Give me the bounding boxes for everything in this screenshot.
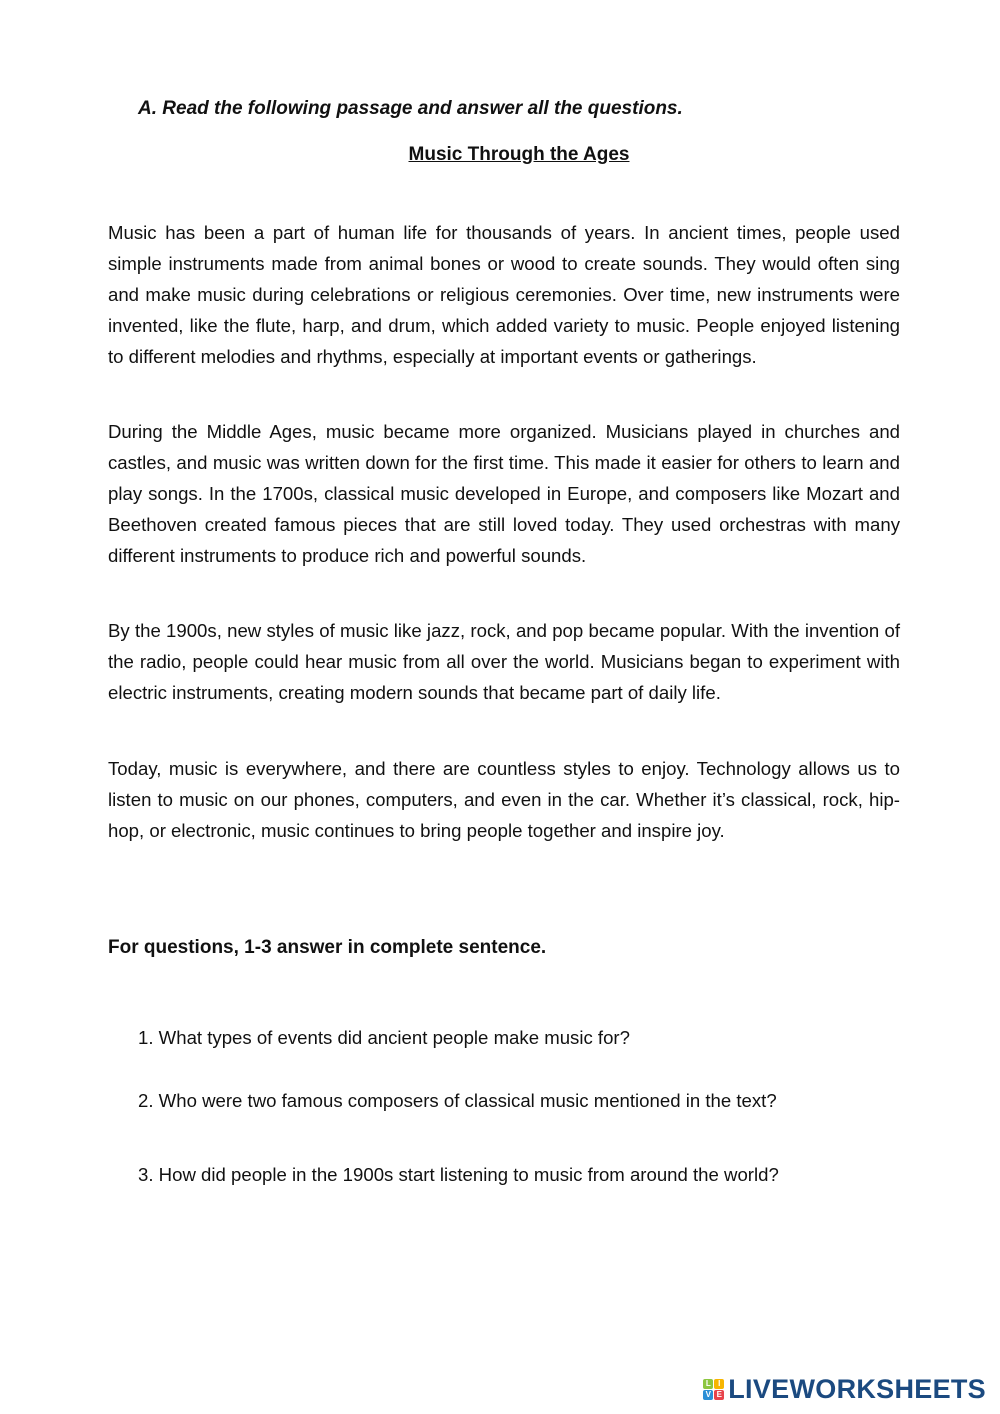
logo-icon: L I V E bbox=[703, 1379, 724, 1400]
passage-paragraph: Music has been a part of human life for thousands of years. In ancient times, people used simple instruments made from animal bones or wood to create sounds. They would often sing and make music during celebrations or religious ceremonies. Over time, new instruments were invented, like the flute, harp, and drum, which added variety to music. People enjoyed listening to different melodies and rhythms, especially at important events or gatherings. bbox=[108, 222, 900, 367]
logo-text: LIVEWORKSHEETS bbox=[728, 1374, 986, 1404]
passage-paragraph: During the Middle Ages, music became more organized. Musicians played in churches and castles, and music was written down for the first time. This made it easier for others to learn and play songs. In the 1700s, classical music developed in Europe, and composers like Mozart and Beethoven created famous pieces that are still loved today. They used orchestras with many different instruments to produce rich and powerful sounds. bbox=[108, 421, 900, 566]
liveworksheets-logo bbox=[703, 1374, 986, 1405]
passage-title: Music Through the Ages bbox=[408, 144, 630, 165]
instruction-heading: A. Read the following passage and answer all the questions. bbox=[138, 98, 683, 119]
question-2: 2. Who were two famous composers of classical music mentioned in the text? bbox=[138, 1090, 777, 1111]
passage-paragraph: By the 1900s, new styles of music like jazz, rock, and pop became popular. With the invention of the radio, people could hear music from all over the world. Musicians began to experiment with electric instruments, creating modern sounds that became part of daily life. bbox=[108, 620, 900, 703]
question-1: 1. What types of events did ancient people make music for? bbox=[138, 1027, 630, 1048]
question-3: 3. How did people in the 1900s start listening to music from around the world? bbox=[138, 1164, 779, 1185]
questions-heading: For questions, 1-3 answer in complete sentence. bbox=[108, 937, 547, 958]
passage-paragraph: Today, music is everywhere, and there are countless styles to enjoy. Technology allows us to listen to music on our phones, computers, and even in the car. Whether it’s classical, rock, hip-hop, or electronic, music continues to bring people together and inspire joy. bbox=[108, 758, 900, 841]
